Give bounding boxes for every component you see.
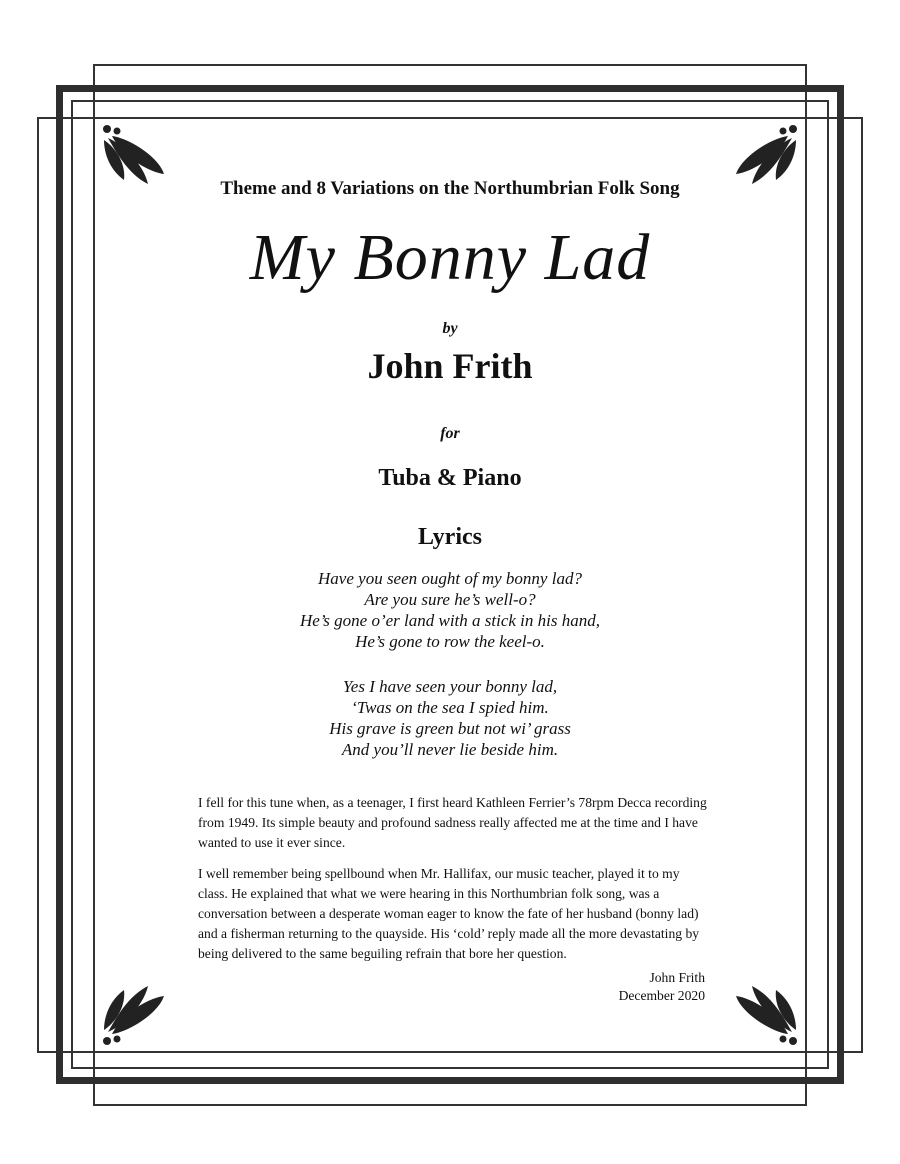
lyric-line: Have you seen ought of my bonny lad? bbox=[318, 569, 582, 588]
signature-name: John Frith bbox=[649, 970, 705, 985]
leaf-sprig-icon bbox=[98, 122, 168, 186]
work-title: My Bonny Lad bbox=[249, 221, 651, 294]
lyric-line: Yes I have seen your bonny lad, bbox=[342, 677, 558, 696]
lyric-line: His grave is green but not wi’ grass bbox=[329, 719, 571, 738]
lyric-line: ‘Twas on the sea I spied him. bbox=[351, 698, 549, 717]
lyric-line: He’s gone o’er land with a stick in his hand, bbox=[300, 611, 600, 630]
lyrics-stanza-2 bbox=[0, 676, 900, 760]
for-label: for bbox=[440, 425, 460, 442]
lyric-line: He’s gone to row the keel-o. bbox=[355, 632, 545, 651]
program-note-paragraph-1: I fell for this tune when, as a teenager, I first heard Kathleen Ferrier’s 78rpm Decca recording from 1949. Its simple beauty and profound sadness really affected me at the time and I have wanted to use it ever since. bbox=[198, 795, 707, 850]
by-label: by bbox=[442, 320, 458, 337]
lyric-line: And you’ll never lie beside him. bbox=[341, 740, 559, 759]
work-subtitle: Theme and 8 Variations on the Northumbrian Folk Song bbox=[220, 178, 680, 199]
leaf-sprig-icon bbox=[98, 984, 168, 1048]
program-note-paragraph-2: I well remember being spellbound when Mr. Hallifax, our music teacher, played it to my class. He explained that what we were hearing in this Northumbrian folk song, was a conversation between a desperate woman eager to know the fate of her husband (bonny lad) and a fisherman returning to the quayside. His ‘cold’ reply made all the more devastating by being delivered to the same beguiling refrain that bore her question. bbox=[198, 866, 700, 961]
leaf-sprig-icon bbox=[732, 984, 802, 1048]
signature-block bbox=[619, 969, 705, 1005]
lyrics-stanza-1 bbox=[0, 568, 900, 652]
leaf-sprig-icon bbox=[732, 122, 802, 186]
composer-name: John Frith bbox=[367, 346, 533, 386]
signature-date: December 2020 bbox=[618, 988, 705, 1003]
instrumentation: Tuba & Piano bbox=[378, 465, 522, 491]
lyrics-heading: Lyrics bbox=[418, 524, 482, 550]
lyric-line: Are you sure he’s well-o? bbox=[364, 590, 536, 609]
